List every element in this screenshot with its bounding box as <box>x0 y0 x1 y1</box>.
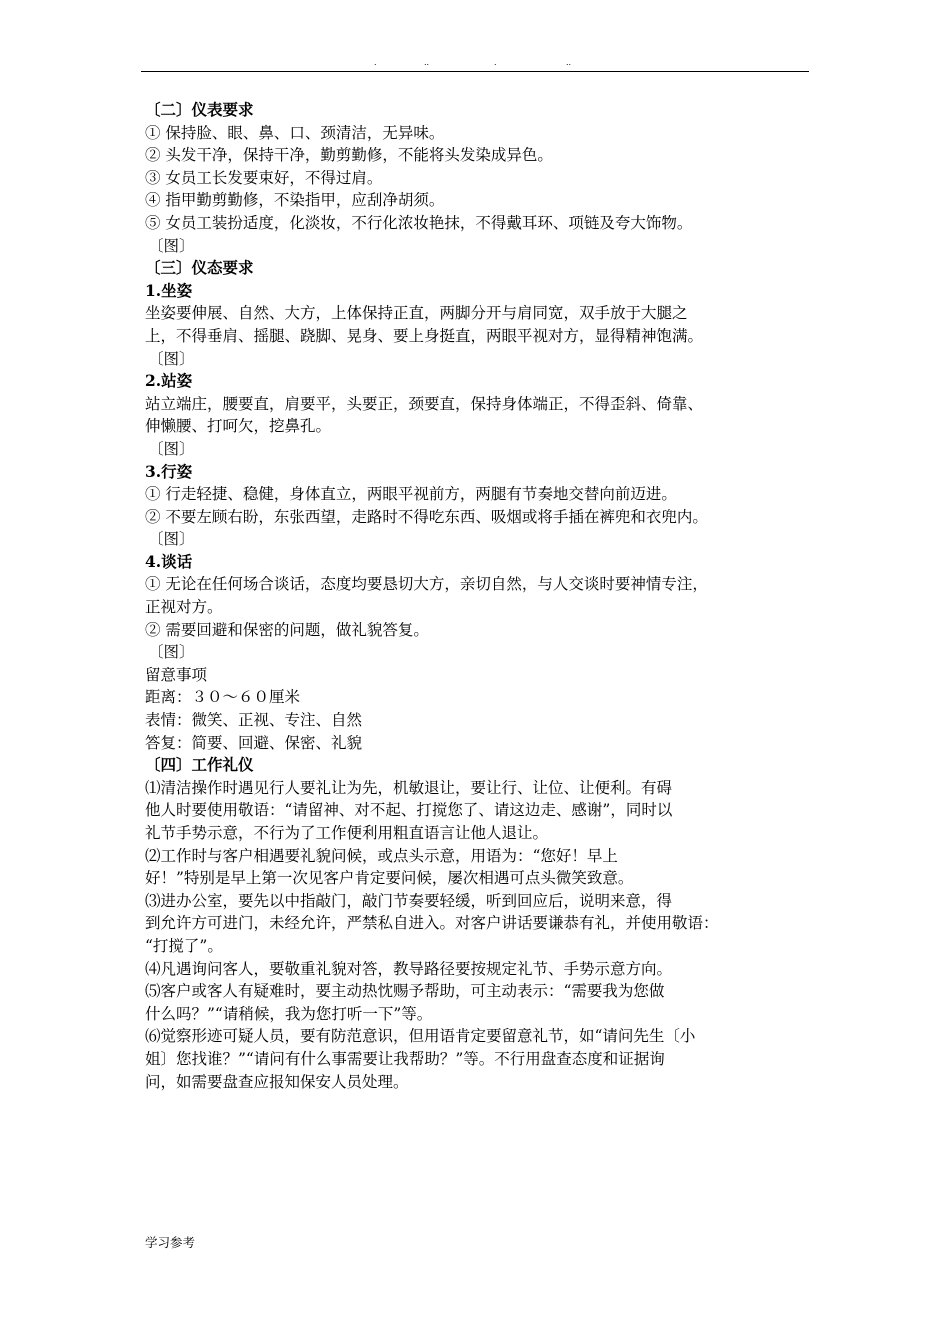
section-heading: 〔二〕仪表要求 <box>145 100 254 119</box>
text-line: 正视对方。 <box>145 598 223 617</box>
text-line: ① 保持脸、眼、鼻、口、颈清洁，无异味。 <box>145 123 445 142</box>
section-heading: 2.站姿 <box>145 371 193 391</box>
text-line: ⑹觉察形迹可疑人员，要有防范意识，但用语肯定要留意礼节，如“请问先生〔小 <box>145 1027 696 1046</box>
text-line: ① 无论在任何场合谈话，态度均要恳切大方，亲切自然，与人交谈时要神情专注， <box>145 575 708 594</box>
text-line: 留意事项 <box>145 665 208 684</box>
document-body <box>145 99 825 1093</box>
page-footer: 学习参考 <box>145 1235 196 1250</box>
text-line: ② 不要左顾右盼，东张西望，走路时不得吃东西、吸烟或将手插在裤兜和衣兜内。 <box>145 507 708 526</box>
header-mark: . <box>494 58 497 67</box>
text-line: 到允许方可进门，未经允许，严禁私自进入。对客户讲话要谦恭有礼，并使用敬语： <box>145 914 719 933</box>
section-heading: 4.谈话 <box>145 551 193 571</box>
text-line: 好！”特别是早上第一次见客户肯定要问候，屡次相遇可点头微笑致意。 <box>145 869 634 888</box>
text-line: ⑴清洁操作时遇见行人要礼让为先，机敏退让，要让行、让位、让便利。有碍 <box>145 778 673 797</box>
text-line: 伸懒腰、打呵欠，挖鼻孔。 <box>145 417 332 436</box>
text-line: ④ 指甲勤剪勤修，不染指甲，应刮净胡须。 <box>145 191 445 210</box>
text-line: 上，不得垂肩、摇腿、跷脚、晃身、要上身挺直，两眼平视对方，显得精神饱满。 <box>145 326 704 345</box>
text-line: 站立端庄，腰要直，肩要平，头要正，颈要直，保持身体端正，不得歪斜、倚靠、 <box>145 394 704 413</box>
section-heading: 〔四〕工作礼仪 <box>145 755 254 775</box>
text-line: ③ 女员工长发要束好，不得过肩。 <box>145 168 383 187</box>
header-rule <box>141 71 809 72</box>
text-line: 礼节手势示意，不行为了工作便利用粗直语言让他人退让。 <box>145 824 549 842</box>
text-line: ① 行走轻捷、稳健，身体直立，两眼平视前方，两腿有节奏地交替向前迈进。 <box>145 485 677 504</box>
text-line: ⑤ 女员工装扮适度，化淡妆，不行化浓妆艳抹，不得戴耳环、项链及夸大饰物。 <box>145 213 693 232</box>
header-marks <box>360 58 600 72</box>
text-line: “打搅了”。 <box>145 936 223 955</box>
figure-placeholder: 〔图〕 <box>148 439 195 458</box>
text-line: ⑷凡遇询问客人，要敬重礼貌对答，教导路径要按规定礼节、手势示意方向。 <box>145 959 673 978</box>
section-heading: 1.坐姿 <box>145 280 193 300</box>
text-line: ⑶进办公室，要先以中指敲门，敲门节奏要轻缓，听到回应后，说明来意，得 <box>145 891 673 910</box>
figure-placeholder: 〔图〕 <box>148 643 195 662</box>
text-line: 距离：３０～６０厘米 <box>145 688 301 707</box>
text-line: 答复：简要、回避、保密、礼貌 <box>145 733 363 752</box>
header-mark: .. <box>424 58 430 67</box>
text-line: ② 需要回避和保密的问题，做礼貌答复。 <box>145 620 429 639</box>
figure-placeholder: 〔图〕 <box>148 349 195 368</box>
text-line: 表情：微笑、正视、专注、自然 <box>145 711 363 730</box>
figure-placeholder: 〔图〕 <box>148 236 195 255</box>
text-line: 姐〕您找谁？”“请问有什么事需要让我帮助？”等。不行用盘查态度和证据询 <box>145 1049 665 1068</box>
text-line: 坐姿要伸展、自然、大方，上体保持正直，两脚分开与肩同宽，双手放于大腿之 <box>145 304 688 323</box>
section-heading: 〔三〕仪态要求 <box>145 258 254 278</box>
text-line: ② 头发干净，保持干净，勤剪勤修，不能将头发染成异色。 <box>145 146 553 165</box>
text-line: 什么吗？”“请稍候，我为您打听一下”等。 <box>145 1004 433 1023</box>
text-line: 问，如需要盘查应报知保安人员处理。 <box>145 1072 409 1091</box>
header-mark: .. <box>566 58 572 67</box>
text-line: ⑸客户或客人有疑难时，要主动热忱赐予帮助，可主动表示：“需要我为您做 <box>145 982 665 1001</box>
figure-placeholder: 〔图〕 <box>148 530 195 549</box>
text-line: 他人时要使用敬语：“请留神、对不起、打搅您了、请这边走、感谢”，同时以 <box>145 801 673 820</box>
section-heading: 3.行姿 <box>145 461 193 481</box>
header-mark: . <box>374 58 377 67</box>
text-line: ⑵工作时与客户相遇要礼貌问候，或点头示意，用语为：“您好！早上 <box>145 846 618 865</box>
